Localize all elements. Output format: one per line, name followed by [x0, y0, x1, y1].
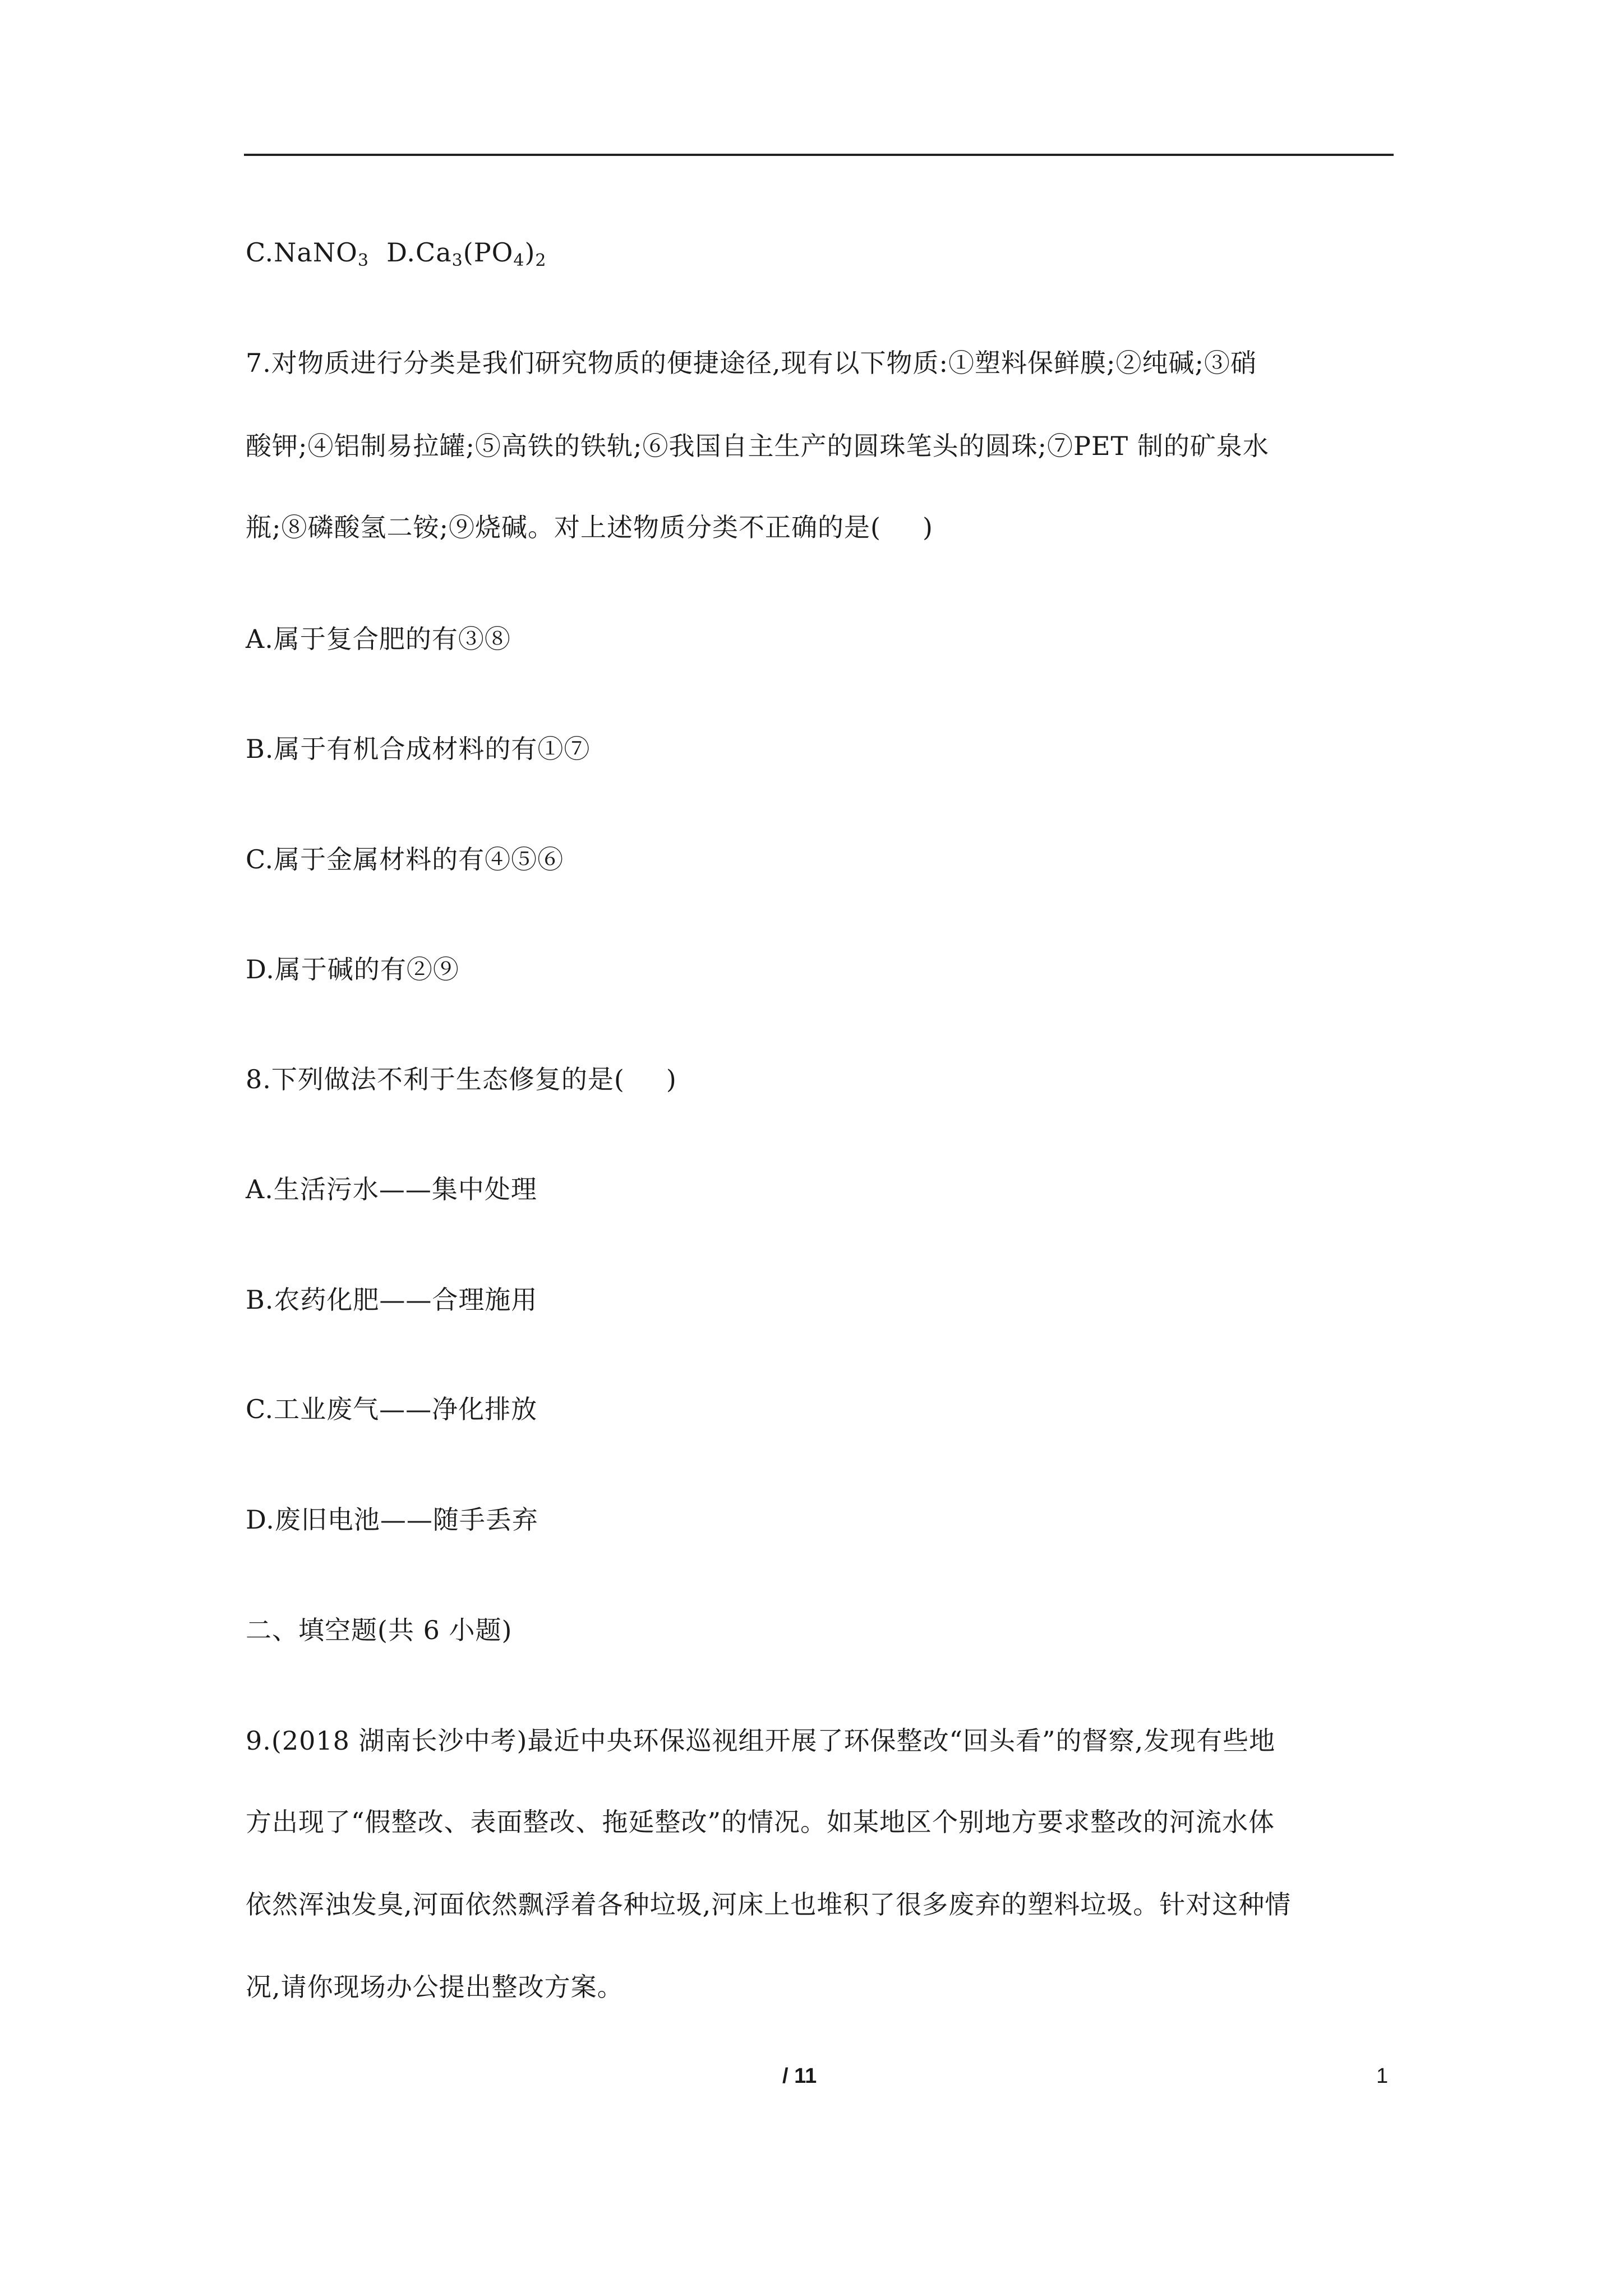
section-2-heading: 二、填空题(共 6 小题) — [246, 1615, 513, 1645]
question-7-line-1: 7.对物质进行分类是我们研究物质的便捷途径,现有以下物质:①塑料保鲜膜;②纯碱;③硝 — [246, 348, 1257, 378]
question-8-option-c: C.工业废气——净化排放 — [246, 1394, 538, 1424]
question-9-line-1: 9.(2018 湖南长沙中考)最近中央环保巡视组开展了环保整改“回头看”的督察,发现有些地 — [246, 1726, 1276, 1756]
question-8-stem: 8.下列做法不利于生态修复的是( ) — [246, 1064, 677, 1094]
header-rule — [244, 154, 1394, 156]
question-8-option-a: A.生活污水——集中处理 — [246, 1174, 537, 1204]
question-7-option-c: C.属于金属材料的有④⑤⑥ — [246, 844, 564, 875]
page-total: / 11 — [782, 2064, 817, 2088]
options-c-d-line — [246, 236, 547, 269]
question-7-option-b: B.属于有机合成材料的有①⑦ — [246, 734, 591, 764]
question-8-option-b: B.农药化肥——合理施用 — [246, 1285, 538, 1315]
question-7-option-d: D.属于碱的有②⑨ — [246, 954, 459, 984]
option-c-formula: C.NaNO$_3$ — [246, 237, 369, 270]
question-9-line-3: 依然浑浊发臭,河面依然飘浮着各种垃圾,河床上也堆积了很多废弃的塑料垃圾。针对这种情 — [246, 1889, 1292, 1920]
option-d-formula: $D.Ca_3(PO_4)_2$ — [386, 237, 547, 270]
question-7-line-3: 瓶;⑧磷酸氢二铵;⑨烧碱。对上述物质分类不正确的是( ) — [246, 512, 933, 542]
question-9-line-4: 况,请你现场办公提出整改方案。 — [246, 1972, 624, 2002]
question-8-option-d: D.废旧电池——随手丢弃 — [246, 1504, 538, 1535]
page-number: 1 — [1376, 2064, 1389, 2088]
question-7-option-a: A.属于复合肥的有③⑧ — [246, 624, 511, 654]
question-9-line-2: 方出现了“假整改、表面整改、拖延整改”的情况。如某地区个别地方要求整改的河流水体 — [246, 1807, 1275, 1837]
question-7-line-2: 酸钾;④铝制易拉罐;⑤高铁的铁轨;⑥我国自主生产的圆珠笔头的圆珠;⑦PET 制的矿泉水 — [246, 431, 1269, 461]
